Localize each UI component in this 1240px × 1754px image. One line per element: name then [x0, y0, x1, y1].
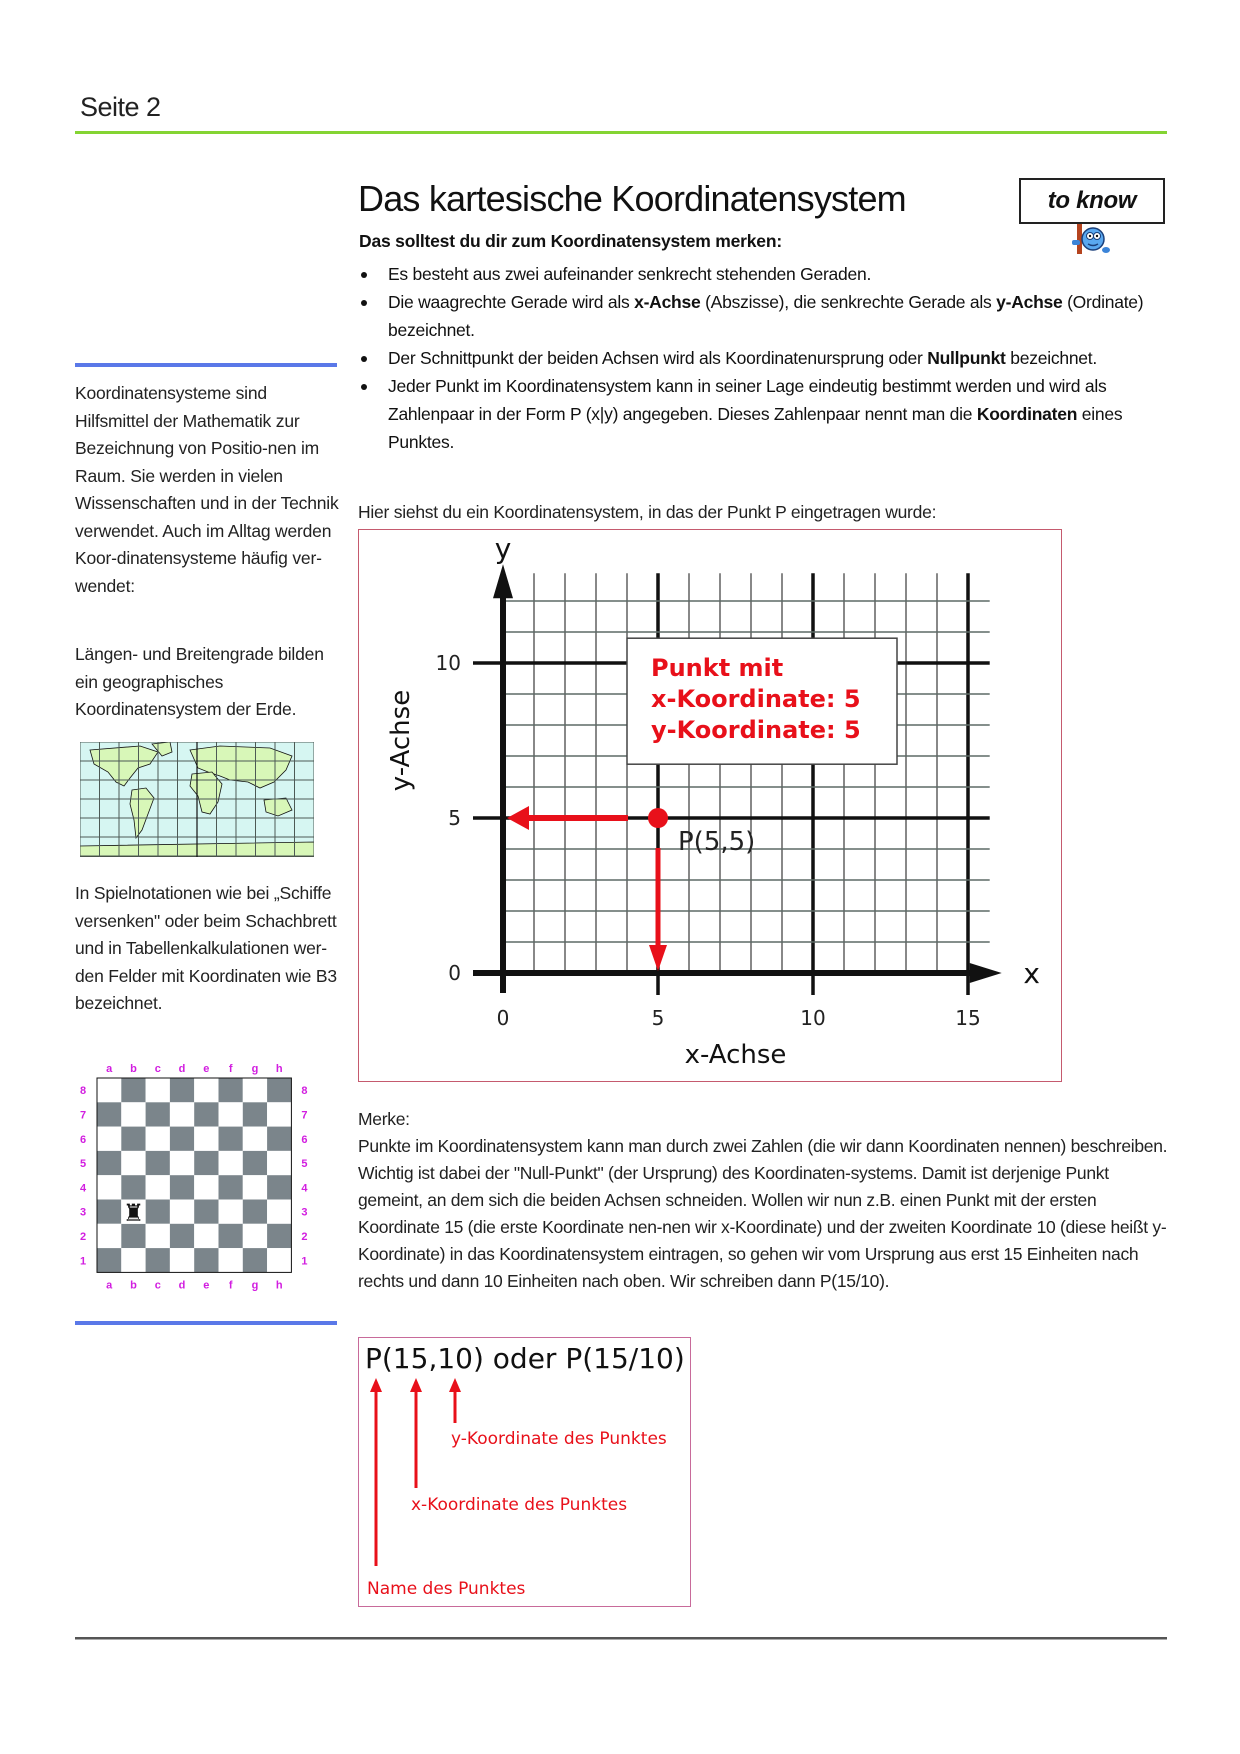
arrow-left-icon [507, 806, 529, 830]
svg-text:x: x [1023, 957, 1040, 990]
svg-text:a: a [106, 1063, 113, 1075]
svg-text:e: e [203, 1063, 210, 1075]
bullet-text: Der Schnittpunkt der beiden Achsen wird als Koordinatenursprung oder [388, 348, 928, 368]
point-name-label: Name des Punktes [367, 1579, 526, 1599]
svg-text:5: 5 [79, 1158, 87, 1171]
bullet-text: eines Punktes. [388, 404, 1123, 452]
svg-text:8: 8 [301, 1085, 308, 1098]
svg-text:x-Achse: x-Achse [684, 1040, 787, 1070]
svg-text:g: g [251, 1279, 259, 1292]
svg-text:8: 8 [79, 1085, 87, 1098]
bullet-item [358, 288, 1158, 344]
page-number-label: Seite 2 [80, 92, 161, 122]
svg-text:h: h [275, 1279, 283, 1292]
svg-text:4: 4 [301, 1182, 308, 1195]
merke-heading: Merke: [358, 1109, 410, 1129]
bullet-item [358, 372, 1158, 456]
svg-text:x-Koordinate: 5: x-Koordinate: 5 [651, 685, 861, 714]
svg-text:d: d [178, 1063, 186, 1075]
grid-lines [473, 573, 990, 995]
svg-text:f: f [228, 1279, 233, 1292]
arrow-up-icon [410, 1378, 422, 1392]
point-p-marker [648, 808, 668, 828]
header-divider [75, 131, 1167, 134]
arrow-up-icon [370, 1378, 382, 1392]
svg-text:Punkt mit: Punkt mit [651, 654, 784, 683]
rook-icon: ♜ [122, 1198, 145, 1227]
svg-text:7: 7 [79, 1109, 87, 1122]
svg-text:4: 4 [79, 1182, 87, 1195]
svg-text:15: 15 [955, 1006, 981, 1030]
svg-text:b: b [130, 1063, 137, 1075]
svg-text:0: 0 [496, 1006, 510, 1030]
footer-divider [75, 1637, 1167, 1640]
key-points-list [358, 260, 1158, 456]
svg-text:5: 5 [301, 1158, 308, 1171]
svg-text:h: h [275, 1063, 283, 1075]
svg-text:2: 2 [301, 1230, 308, 1243]
svg-text:c: c [154, 1063, 161, 1075]
svg-text:d: d [178, 1279, 186, 1292]
point-notation-figure [358, 1337, 691, 1607]
sidebar-paragraph-2: Längen- und Breitengrade bilden ein geographisches Koordinatensystem der Erde. [75, 644, 324, 719]
chessboard-image [75, 1060, 325, 1295]
bullet-text: Die waagrechte Gerade wird als [388, 292, 635, 312]
bold-term: Nullpunkt [927, 348, 1006, 368]
sidebar-top-rule [75, 363, 337, 367]
world-map-grid-image [80, 742, 314, 857]
svg-text:0: 0 [448, 961, 461, 985]
svg-text:1: 1 [79, 1255, 87, 1268]
svg-text:6: 6 [301, 1133, 308, 1146]
sidebar-bottom-rule [75, 1321, 337, 1325]
merke-section [358, 1106, 1168, 1295]
to-know-badge [1019, 178, 1165, 224]
x-coordinate-label: x-Koordinate des Punktes [411, 1495, 628, 1515]
svg-text:2: 2 [79, 1230, 87, 1243]
svg-text:1: 1 [301, 1255, 308, 1268]
svg-text:b: b [130, 1279, 137, 1292]
svg-text:P(5,5): P(5,5) [678, 827, 756, 857]
bullet-text: (Abszisse), die senkrechte Gerade als [700, 292, 997, 312]
bullet-item [358, 344, 1158, 372]
y-coordinate-label: y-Koordinate des Punktes [451, 1429, 667, 1449]
svg-text:g: g [251, 1063, 259, 1075]
svg-text:5: 5 [448, 806, 461, 830]
lead-heading: Das solltest du dir zum Koordinatensystem merken: [359, 231, 782, 251]
bullet-text: Jeder Punkt im Koordinatensystem kann in seiner Lage eindeutig bestimmt werden und wird als Zahlenpaar in der Form P (x|y) angegeben. Dieses Zahlenpaar nennt man die [388, 376, 1107, 424]
page-title: Das kartesische Koordinatensystem [358, 178, 906, 219]
y-axis-arrow-icon [493, 564, 513, 598]
bullet-text: bezeichnet. [1005, 348, 1098, 368]
merke-text: Punkte im Koordinatensystem kann man durch zwei Zahlen (die wir dann Koordinaten nennen) beschreiben. Wichtig ist dabei der "Null-Punkt" (der Ursprung) des Koordinaten-systems. Damit ist derjenige Punkt gemeint, an dem sich die beiden Achsen schneiden. Wollen wir nun z.B. einen Punkt mit der ersten Koordinate 15 (die erste Koordinate nen-nen wir x-Koordinate) und der zweiten Koordinate 10 (diese heißt y-Koordinate) in das Koordinatensystem eintragen, so gehen wir vom Ursprung aus erst 15 Einheiten nach rechts und dann 10 Einheiten nach oben. Wir schreiben dann P(15/10). [358, 1136, 1168, 1291]
notation-diagram [359, 1338, 690, 1606]
svg-text:5: 5 [651, 1006, 665, 1030]
svg-text:6: 6 [79, 1133, 87, 1146]
smiley-holding-sign-icon [1066, 224, 1116, 254]
svg-text:a: a [106, 1279, 113, 1292]
svg-text:3: 3 [301, 1206, 308, 1219]
bullet-text: Es besteht aus zwei aufeinander senkrecht stehenden Geraden. [388, 264, 872, 284]
arrow-up-icon [449, 1378, 461, 1392]
svg-text:y-Koordinate: 5: y-Koordinate: 5 [651, 716, 861, 745]
bold-term: y-Achse [996, 292, 1063, 312]
sidebar-paragraph-3: In Spielnotationen wie bei „Schiffe versenken" oder beim Schachbrett und in Tabellenkalkulationen wer-den Felder mit Koordinaten wie B3 bezeichnet. [75, 883, 337, 1013]
coordinate-system-figure [358, 529, 1062, 1082]
svg-text:y-Achse: y-Achse [386, 689, 416, 792]
svg-text:3: 3 [79, 1206, 87, 1219]
chart-intro-text: Hier siehst du ein Koordinatensystem, in das der Punkt P eingetragen wurde: [358, 502, 937, 522]
bullet-text: (Ordinate) bezeichnet. [388, 292, 1144, 340]
bullet-item [358, 260, 1158, 288]
coordinate-chart [359, 530, 1061, 1081]
svg-text:10: 10 [435, 651, 461, 675]
sidebar-paragraph-1: Koordinatensysteme sind Hilfsmittel der Mathematik zur Bezeichnung von Positio-nen im Raum. Sie werden in vielen Wissenschaften und in der Technik verwendet. Auch im Alltag werden Koor-dinatensysteme häufig ver-wendet: [75, 383, 339, 596]
svg-text:f: f [228, 1063, 233, 1075]
x-axis-arrow-icon [970, 963, 1002, 983]
arrow-down-icon [649, 945, 667, 971]
svg-text:y: y [494, 532, 512, 565]
svg-text:10: 10 [800, 1006, 826, 1030]
bold-term: x-Achse [634, 292, 701, 312]
notation-formula: P(15,10) oder P(15/10) [365, 1342, 685, 1375]
svg-text:c: c [154, 1279, 161, 1292]
bold-term: Koordinaten [976, 404, 1078, 424]
svg-text:e: e [203, 1279, 210, 1292]
svg-text:7: 7 [301, 1109, 308, 1122]
to-know-label: to know [1047, 187, 1137, 214]
